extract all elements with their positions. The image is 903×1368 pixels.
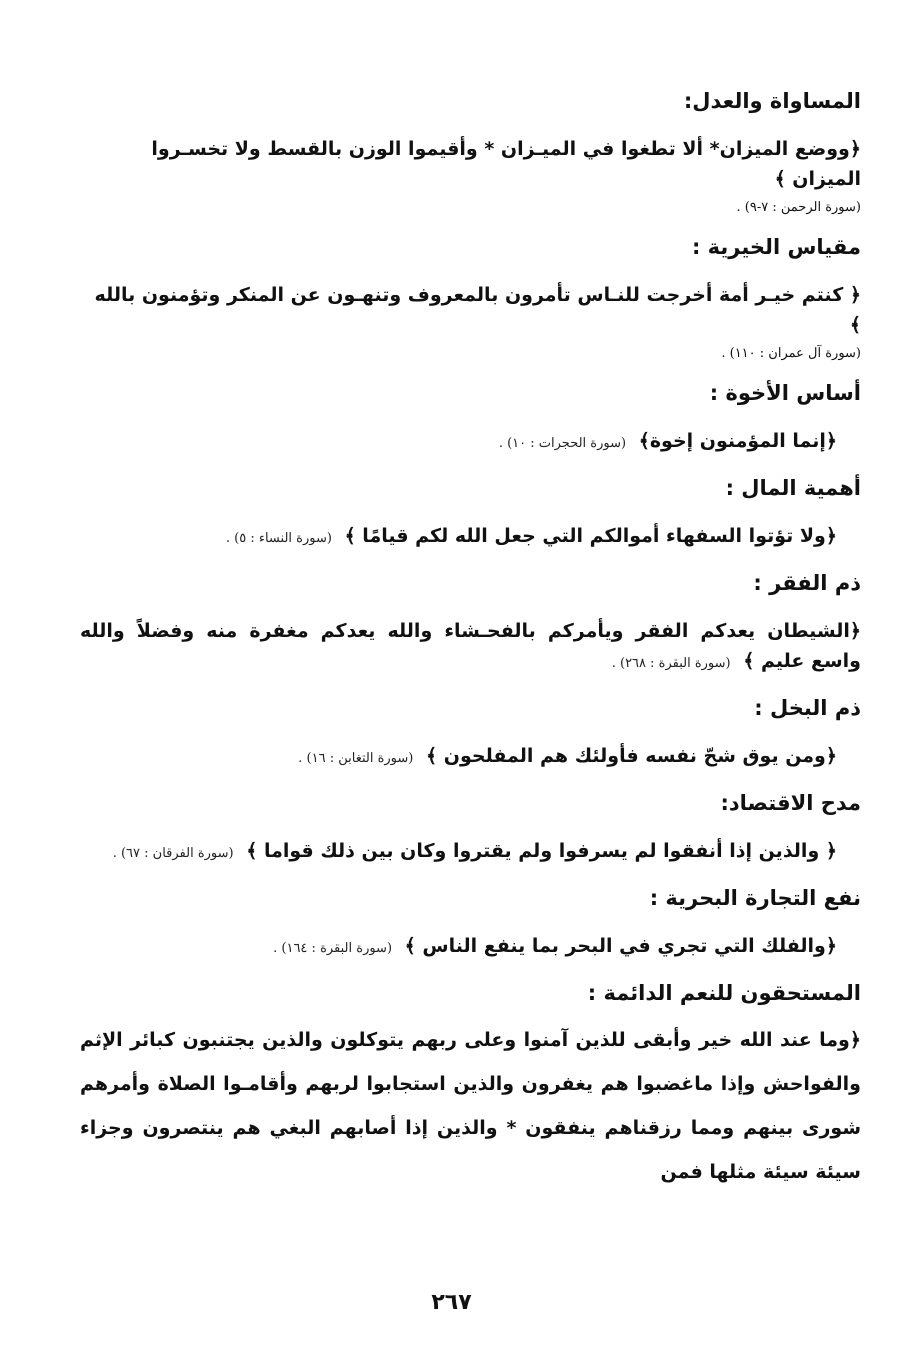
quran-verse: ﴿الشيطان يعدكم الفقر ويأمركم بالفحـشاء والله يعدكم مغفرة منه وفضلاً والله واسع عليم ﴾	[80, 620, 861, 672]
quran-verse: ﴿ووضع الميزان* ألا تطغوا في الميـزان * وأقيموا الوزن بالقسط ولا تخسـروا الميزان ﴾	[151, 138, 861, 190]
surah-reference: (سورة الرحمن : ٧-٩) .	[736, 200, 861, 215]
quran-verse: ﴿ والذين إذا أنفقوا لم يسرفوا ولم يقتروا وكان بين ذلك قواما ﴾	[246, 840, 837, 862]
quran-verse-line	[80, 426, 861, 459]
quran-verse-line	[80, 741, 861, 774]
section-deserving-lasting-blessings	[80, 978, 861, 1194]
surah-reference: (سورة البقرة : ١٦٤) .	[273, 941, 393, 956]
section-heading: نفع التجارة البحرية :	[649, 886, 861, 910]
section-measure-of-goodness	[80, 232, 861, 364]
section-heading: أهمية المال :	[725, 476, 861, 500]
section-heading: المستحقون للنعم الدائمة :	[587, 981, 861, 1005]
surah-reference: (سورة النساء : ٥) .	[225, 531, 332, 546]
quran-verse: ﴿ كنتم خيـر أمة أخرجت للنـاس تأمرون بالمعروف وتنهـون عن المنكر وتؤمنون بالله ﴾	[94, 284, 861, 336]
surah-reference: (سورة البقرة : ٢٦٨) .	[611, 656, 731, 671]
quran-verse: ﴿ومن يوق شحّ نفسه فأولئك هم المفلحون ﴾	[426, 745, 837, 767]
surah-reference: (سورة التغابن : ١٦) .	[298, 751, 414, 766]
quran-verse: ﴿إنما المؤمنون إخوة﴾	[638, 430, 837, 452]
section-praise-of-moderation	[80, 788, 861, 869]
section-benefit-of-sea-trade	[80, 883, 861, 964]
section-importance-of-wealth	[80, 473, 861, 554]
section-dispraise-of-miserliness	[80, 693, 861, 774]
quran-verse-line	[80, 931, 861, 964]
section-heading: ذم الفقر :	[753, 571, 861, 595]
quran-verse: ﴿ولا تؤتوا السفهاء أموالكم التي جعل الله لكم قيامًا ﴾	[344, 525, 837, 547]
quran-verse: ﴿والفلك التي تجري في البحر بما ينفع الناس ﴾	[404, 935, 837, 957]
quran-verse-line	[80, 521, 861, 554]
section-equality-justice	[80, 86, 861, 218]
page-number: ٢٦٧	[431, 1290, 472, 1315]
section-dispraise-of-poverty	[80, 568, 861, 679]
surah-reference: (سورة الحجرات : ١٠) .	[498, 436, 627, 451]
section-heading: مدح الاقتصاد:	[720, 791, 861, 815]
quran-verse-line	[80, 616, 861, 679]
section-heading: أساس الأخوة :	[709, 381, 861, 405]
section-heading: ذم البخل :	[754, 696, 861, 720]
section-basis-of-brotherhood	[80, 378, 861, 459]
surah-reference: (سورة آل عمران : ١١٠) .	[721, 346, 861, 361]
page-body	[80, 86, 861, 1194]
section-heading: مقياس الخيرية :	[691, 235, 861, 259]
surah-reference: (سورة الفرقان : ٦٧) .	[112, 846, 234, 861]
section-heading: المساواة والعدل:	[683, 89, 861, 113]
quran-verse-line	[80, 836, 861, 869]
quran-verse: ﴿وما عند الله خير وأبقى للذين آمنوا وعلى ربهم يتوكلون والذين يجتنبون كبائر الإثم والفواحش وإذا ماغضبوا هم يغفرون والذين استجابوا لربهم وأقامـوا الصلاة وأمرهم شورى بينهم ومما رزقناهم ينفقون * والذين إذا أصابهم البغي هم ينتصرون وجزاء سيئة سيئة مثلها فمن	[80, 1029, 861, 1183]
